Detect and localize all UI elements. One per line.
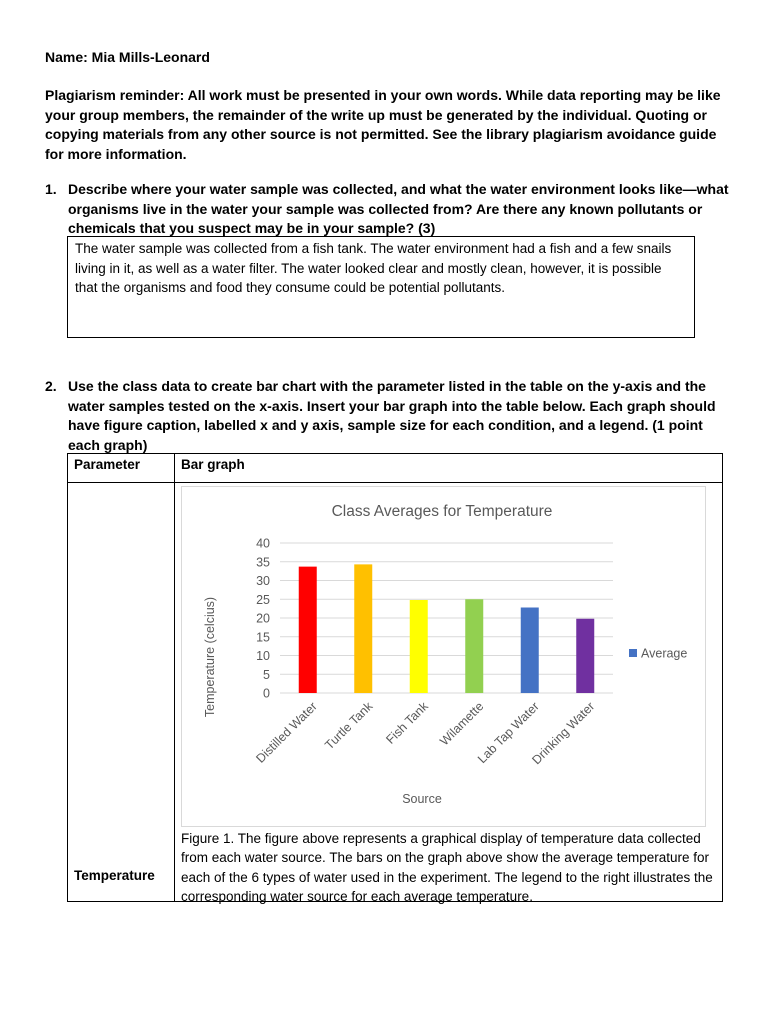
bar-wilamette: [465, 599, 483, 693]
y-tick-label: 10: [256, 649, 270, 663]
chart-bars: [299, 564, 595, 693]
x-tick-label: Distilled Water: [253, 699, 320, 766]
y-tick-label: 20: [256, 611, 270, 626]
question-1-answer[interactable]: The water sample was collected from a fish tank. The water environment had a fish and a few snails living in it, as well as a water filter. The water looked clear and mostly clean, however, it is possible that the organisms and food they consume could be potential pollutants.: [67, 236, 695, 338]
parameter-table: [67, 453, 723, 902]
x-tick-label: Wilamette: [437, 699, 487, 749]
parameter-label: Temperature: [74, 868, 155, 883]
chart-gridlines: [280, 543, 613, 693]
question-2-number: 2.: [45, 378, 57, 394]
x-axis-label: Source: [402, 792, 442, 806]
bar-fish-tank: [410, 600, 428, 693]
student-name: Name: Mia Mills-Leonard: [45, 49, 210, 65]
legend-label: Average: [641, 646, 688, 661]
y-axis-label: Temperature (celcius): [203, 596, 217, 718]
x-tick-label: Lab Tap Water: [474, 699, 542, 767]
chart-legend: [629, 647, 687, 661]
table-row: [68, 483, 723, 902]
table-header-row: [68, 454, 723, 483]
question-1-number: 1.: [45, 181, 57, 197]
plagiarism-reminder: Plagiarism reminder: All work must be presented in your own words. While data reporting may be like your group members, the remainder of the write up must be generated by the individual. Quoting or copying materials from any other source is not permitted. See the library plagiarism avoidance guide for more information.: [45, 87, 721, 162]
y-tick-label: 35: [256, 555, 270, 570]
question-2-text: Use the class data to create bar chart with the parameter listed in the table on the y-axis and the water samples tested on the x-axis. Insert your bar graph into the table below. Each graph should have figure caption, labelled x and y axis, sample size for each condition, and a legend. (1 point each graph): [68, 378, 716, 453]
bar-drinking-water: [576, 619, 594, 693]
question-1: [45, 180, 735, 239]
x-axis-ticks: [253, 699, 597, 768]
y-tick-label: 25: [256, 592, 270, 607]
y-tick-label: 0: [263, 686, 270, 701]
bar-graph-column-header: Bar graph: [175, 454, 723, 483]
y-axis-ticks: [256, 537, 270, 701]
x-tick-label: Turtle Tank: [322, 699, 376, 753]
graph-cell: [175, 483, 723, 902]
y-tick-label: 5: [263, 667, 270, 682]
x-tick-label: Fish Tank: [383, 699, 431, 747]
parameter-cell: [68, 483, 175, 902]
figure-caption: Figure 1. The figure above represents a graphical display of temperature data collected from each water source. The bars on the graph above show the average temperature for each of the 6 types of water used in the experiment. The legend to the right illustrates the corresponding water source for each average temperature.: [181, 831, 713, 904]
chart-frame[interactable]: [181, 486, 706, 827]
legend-swatch: [629, 649, 637, 657]
bar-turtle-tank: [354, 564, 372, 693]
parameter-column-header: Parameter: [68, 454, 175, 483]
x-tick-label: Drinking Water: [529, 699, 598, 768]
bar-lab-tap-water: [521, 608, 539, 694]
y-tick-label: 40: [256, 536, 270, 551]
bar-distilled-water: [299, 567, 317, 693]
y-tick-label: 30: [256, 574, 270, 588]
y-tick-label: 15: [256, 630, 270, 645]
question-1-text: Describe where your water sample was collected, and what the water environment looks like—what organisms live in the water your sample was collected from? Are there any known pollutants or chemicals that you suspect may be in your sample? (3): [68, 181, 729, 236]
temperature-bar-chart: [182, 487, 705, 826]
question-2: [45, 377, 735, 455]
chart-title: Class Averages for Temperature: [331, 503, 553, 520]
